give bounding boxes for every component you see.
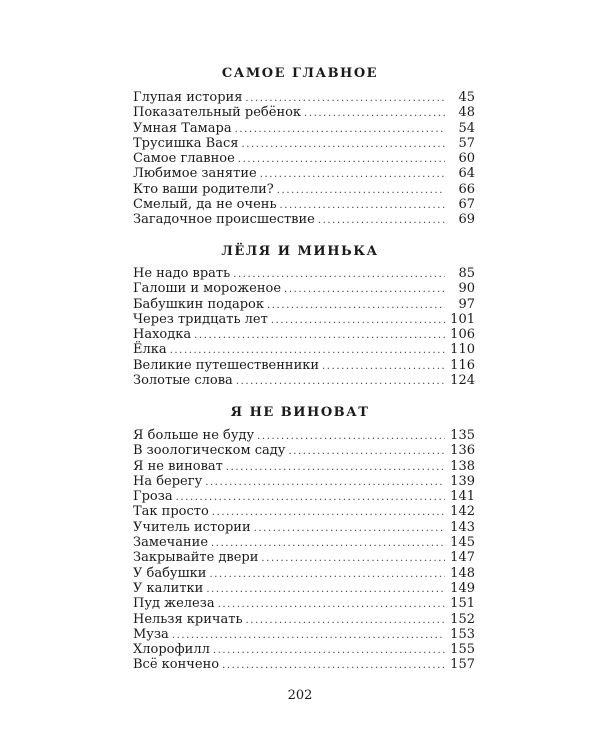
toc-entry-page: 135	[450, 428, 475, 443]
toc-entry	[133, 642, 475, 657]
toc-entry	[133, 182, 475, 197]
toc-entry-title: Самое главное	[133, 151, 235, 167]
toc-entry-title: Великие путешественники	[133, 357, 320, 373]
dot-leader	[172, 628, 445, 643]
dot-leader	[211, 536, 445, 551]
dot-leader	[206, 582, 445, 597]
toc-entry-title: Ёлка	[133, 342, 167, 358]
toc-entry-page: 149	[450, 580, 475, 596]
page-number: 202	[287, 688, 313, 703]
toc-list	[133, 266, 475, 388]
dot-leader	[235, 122, 445, 137]
toc-entry-page: 143	[450, 519, 475, 535]
toc-entry-page: 151	[450, 596, 475, 612]
toc-entry-title: Трусишка Вася	[133, 135, 239, 151]
toc-entry-page: 101	[450, 311, 475, 327]
toc-entry-title: Через тридцать лет	[133, 311, 268, 327]
toc-entry-title: Галоши и мороженое	[133, 281, 282, 297]
dot-leader	[226, 460, 445, 475]
toc-entry	[133, 166, 475, 181]
toc-entry	[133, 612, 475, 627]
toc-entry-title: В зоологическом саду	[133, 443, 286, 459]
toc-entry	[133, 581, 475, 596]
toc-entry	[133, 489, 475, 504]
dot-leader	[304, 106, 445, 121]
dot-leader	[318, 213, 445, 228]
toc-entry	[133, 281, 475, 296]
toc-entry-page: 116	[450, 357, 475, 373]
dot-leader	[238, 152, 445, 167]
toc-entry-title: Показательный ребёнок	[133, 105, 302, 121]
toc-entry-title: Умная Тамара	[133, 120, 232, 136]
toc-entry	[133, 342, 475, 357]
toc-entry-title: Я больше не буду	[133, 428, 255, 443]
toc-entry	[133, 459, 475, 474]
toc-entry-title: Всё кончено	[133, 657, 220, 673]
toc-entry-title: Закрывайте двери	[133, 550, 259, 566]
toc-entry-title: Пуд железа	[133, 596, 215, 612]
toc-entry	[133, 550, 475, 565]
toc-entry-page: 153	[450, 626, 475, 642]
toc-entry-page: 155	[450, 642, 475, 658]
toc-entry-page: 106	[450, 327, 475, 343]
toc-entry-title: Бабушкин подарок	[133, 296, 264, 312]
toc-entry-page: 138	[450, 458, 475, 474]
toc-entry-title: Глупая история	[133, 90, 243, 105]
toc-entry-page: 157	[450, 657, 475, 673]
toc-entry-page: 152	[450, 611, 475, 627]
toc-entry	[133, 266, 475, 281]
toc-entry-title: Любимое занятие	[133, 166, 257, 182]
dot-leader	[194, 328, 445, 343]
toc-entry-title: Замечание	[133, 535, 209, 551]
toc-entry	[133, 627, 475, 642]
toc-entry-title: Гроза	[133, 489, 173, 505]
toc-entry-page: 97	[458, 296, 475, 312]
toc-entry-title: Золотые слова	[133, 373, 233, 389]
dot-leader	[212, 505, 445, 520]
toc-entry-page: 85	[458, 266, 475, 281]
toc-entry-page: 66	[458, 181, 475, 197]
toc-entry-page: 141	[450, 489, 475, 505]
toc-entry-page: 54	[458, 120, 475, 136]
toc-entry	[133, 474, 475, 489]
toc-list	[133, 428, 475, 673]
dot-leader	[176, 490, 445, 505]
toc-entry	[133, 428, 475, 443]
toc-entry-title: Нельзя кричать	[133, 611, 243, 627]
toc-entry	[133, 136, 475, 151]
toc-entry-title: У калитки	[133, 580, 204, 596]
toc-entry	[133, 297, 475, 312]
toc-entry	[133, 312, 475, 327]
toc-entry-page: 69	[458, 212, 475, 228]
toc-entry-title: У бабушки	[133, 565, 207, 581]
dot-leader	[233, 267, 445, 282]
dot-leader	[205, 475, 445, 490]
dot-leader	[236, 374, 445, 389]
toc-entry-page: 48	[458, 105, 475, 121]
section-heading: САМОЕ ГЛАВНОЕ	[221, 66, 379, 81]
dot-leader	[254, 521, 445, 536]
toc-entry	[133, 358, 475, 373]
dot-leader	[245, 91, 445, 106]
toc-entry-page: 90	[458, 281, 475, 297]
toc-entry-title: Кто ваши родители?	[133, 181, 274, 197]
toc-entry-title: Не надо врать	[133, 266, 231, 281]
toc-entry-page: 60	[458, 151, 475, 167]
dot-leader	[288, 444, 445, 459]
toc-entry-title: На берегу	[133, 473, 203, 489]
dot-leader	[271, 313, 445, 328]
dot-leader	[213, 643, 445, 658]
toc-entry-page: 57	[458, 135, 475, 151]
dot-leader	[322, 359, 445, 374]
toc-entry	[133, 121, 475, 136]
toc-entry	[133, 212, 475, 227]
toc-entry	[133, 327, 475, 342]
toc-entry	[133, 151, 475, 166]
section-heading: Я НЕ ВИНОВАТ	[230, 405, 370, 420]
toc-entry-page: 148	[450, 565, 475, 581]
section-heading: ЛЁЛЯ И МИНЬКА	[221, 244, 379, 259]
toc-entry	[133, 197, 475, 212]
dot-leader	[284, 282, 445, 297]
dot-leader	[246, 613, 445, 628]
toc-entry	[133, 657, 475, 672]
dot-leader	[267, 298, 445, 313]
toc-entry	[133, 520, 475, 535]
dot-leader	[277, 183, 445, 198]
toc-entry-page: 67	[458, 197, 475, 213]
dot-leader	[241, 137, 445, 152]
toc-list	[133, 90, 475, 228]
toc-entry-title: Загадочное происшествие	[133, 212, 315, 228]
toc-entry	[133, 105, 475, 120]
dot-leader	[261, 551, 445, 566]
toc-entry-page: 147	[450, 550, 475, 566]
toc-entry-title: Муза	[133, 626, 169, 642]
toc-entry-page: 142	[450, 504, 475, 520]
toc-entry-page: 64	[458, 166, 475, 182]
toc-entry	[133, 90, 475, 105]
toc-entry-title: Хлорофилл	[133, 642, 210, 658]
toc-entry-page: 136	[450, 443, 475, 459]
toc-entry-title: Находка	[133, 327, 192, 343]
toc-entry	[133, 373, 475, 388]
dot-leader	[170, 343, 445, 358]
toc-entry-page: 124	[450, 373, 475, 389]
toc-entry-title: Так просто	[133, 504, 209, 520]
toc-entry-page: 139	[450, 473, 475, 489]
toc-entry	[133, 504, 475, 519]
dot-leader	[280, 198, 445, 213]
toc-entry	[133, 566, 475, 581]
toc-entry	[133, 535, 475, 550]
toc-entry-page: 45	[458, 90, 475, 105]
dot-leader	[257, 429, 445, 444]
dot-leader	[209, 567, 445, 582]
toc-entry-title: Смелый, да не очень	[133, 197, 277, 213]
toc-entry-title: Я не виноват	[133, 458, 223, 474]
toc-entry	[133, 443, 475, 458]
dot-leader	[260, 167, 445, 182]
toc-entry-page: 110	[450, 342, 475, 358]
dot-leader	[222, 658, 445, 673]
toc-entry-page: 145	[450, 535, 475, 551]
toc-entry	[133, 596, 475, 611]
toc-entry-title: Учитель истории	[133, 519, 251, 535]
dot-leader	[218, 597, 445, 612]
